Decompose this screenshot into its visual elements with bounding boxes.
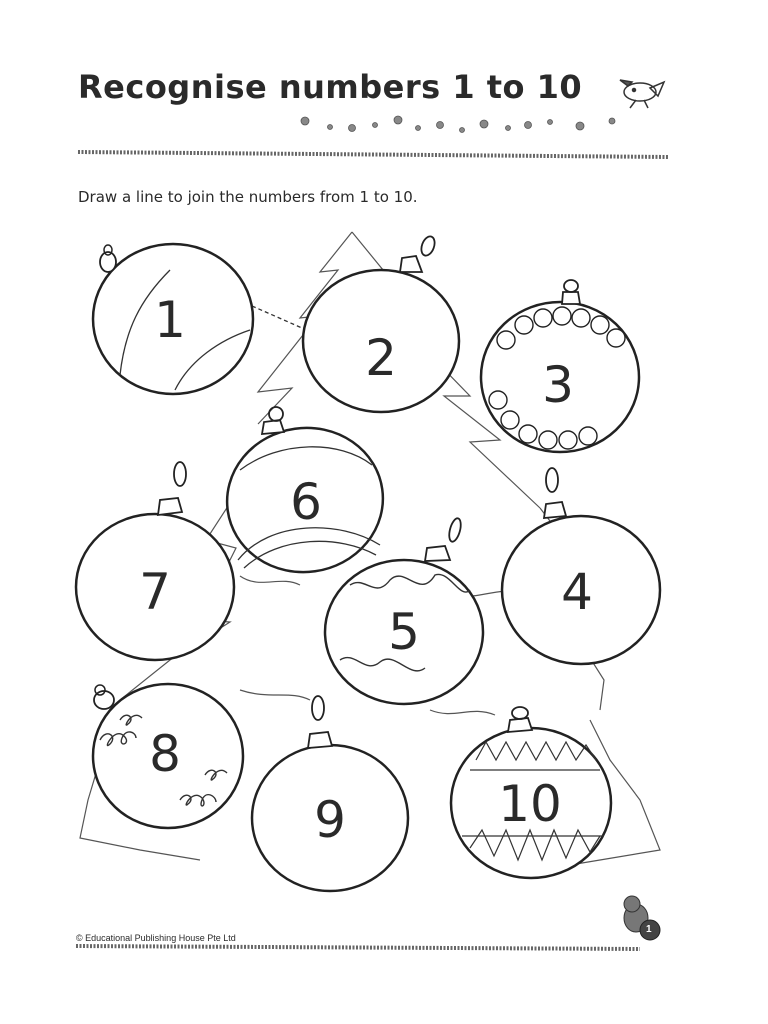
ornament-3[interactable]: [481, 280, 639, 452]
ornament-6[interactable]: [218, 407, 393, 582]
copyright-footer: © Educational Publishing House Pte Ltd: [76, 933, 236, 943]
page-number: 1: [646, 924, 652, 935]
ornament-number: 3: [542, 356, 574, 414]
flower-border-icon: [301, 116, 615, 133]
ornament-number: 8: [149, 725, 181, 783]
ornament-number: 10: [498, 775, 562, 833]
ornament-number: 4: [561, 563, 593, 621]
mascot-icon: [624, 896, 660, 940]
header-divider: [78, 152, 668, 157]
ornament-number: 7: [139, 563, 171, 621]
instruction-text: Draw a line to join the numbers from 1 to 10.: [78, 188, 418, 206]
ornament-8[interactable]: [93, 684, 243, 828]
ornament-number: 5: [388, 603, 420, 661]
ornament-number: 1: [154, 291, 186, 349]
ornament-7[interactable]: [76, 462, 234, 660]
ornament-number: 2: [365, 329, 397, 387]
page-title: Recognise numbers 1 to 10: [78, 68, 583, 106]
ornament-10[interactable]: [451, 707, 611, 878]
example-dashed-line: [252, 306, 302, 328]
ornament-number: 9: [314, 791, 346, 849]
ornament-4[interactable]: [502, 468, 660, 664]
ornament-1[interactable]: [93, 244, 253, 394]
ornament-2[interactable]: [303, 235, 459, 412]
ornament-number: 6: [290, 473, 322, 531]
bird-icon: [620, 80, 664, 108]
ornament-9[interactable]: [252, 696, 408, 891]
footer-divider: [76, 946, 640, 949]
